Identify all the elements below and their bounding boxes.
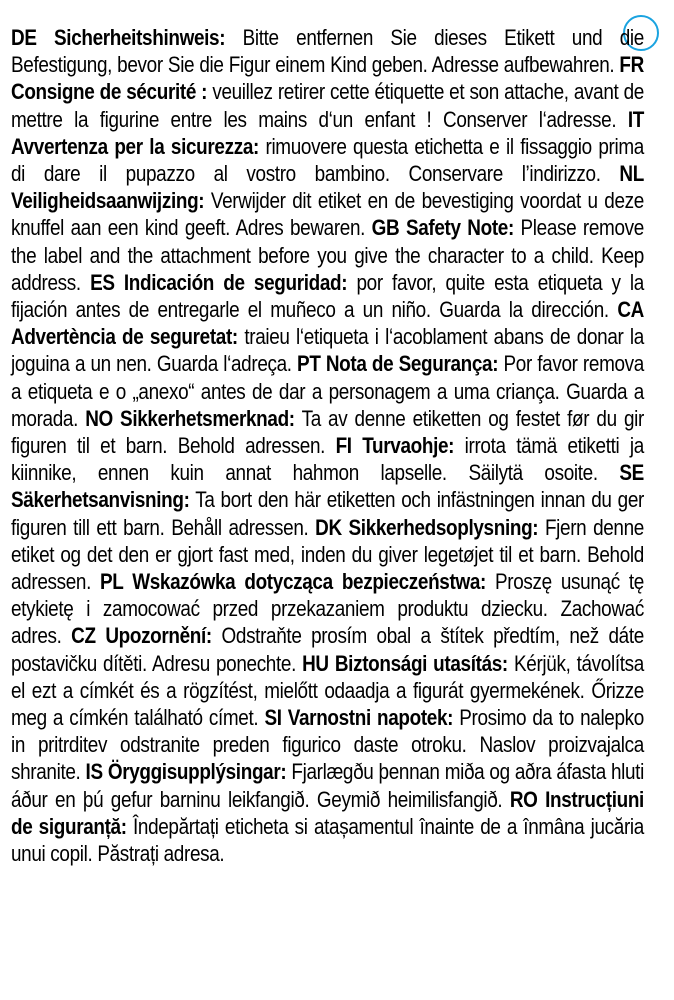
notice-heading-pt: PT Nota de Segurança:: [297, 351, 499, 377]
notice-body-it: rimuovere questa etichetta e il fissaggio prima di dare il pupazzo al vostro bambino. Conservare l’indirizzo.: [11, 133, 644, 187]
notice-body-de: Bitte entfernen Sie dieses Etikett und die Befestigung, bevor Sie die Figur einem Kind geben. Adresse aufbewahren.: [11, 25, 644, 78]
notice-heading-ro: RO Instrucțiuni de siguranță:: [11, 786, 644, 839]
notice-heading-no: NO Sikkerhetsmerknad:: [85, 405, 295, 431]
notice-body-nl: Verwijder dit etiket en de bevestiging voordat u deze knuffel aan een kind geeft. Adres bewaren.: [11, 188, 644, 241]
notice-body-pt: Por favor remova a etiqueta e o „anexo“ antes de dar a personagem a uma criança. Guarda a morada.: [11, 351, 644, 431]
notice-heading-fi: FI Turvaohje:: [335, 433, 455, 459]
notice-body-si: Prosimo da to nalepko in pritrditev odstranite preden figurico daste otroku. Naslov proizvajalca shranite.: [11, 705, 644, 785]
notice-body-ro: Îndepărtați eticheta si atașamentul înainte de a înmâna jucăria unui copil. Păstrați adresa.: [11, 813, 644, 867]
notice-body-gb: Please remove the label and the attachment before you give the character to a child. Keep address.: [11, 215, 644, 295]
notice-heading-dk: DK Sikkerhedsoplysning:: [315, 514, 539, 540]
notice-heading-fr: FR Consigne de sécurité :: [11, 52, 644, 105]
notice-body-dk: Fjern denne etiket og det den er gjort fast med, inden du giver legetøjet til et barn. Behold adressen.: [11, 514, 644, 595]
notice-heading-es: ES Indicación de seguridad:: [90, 269, 348, 295]
notice-body-no: Ta av denne etiketten og festet før du gir figuren til et barn. Behold adressen.: [11, 405, 644, 459]
notice-heading-pl: PL Wskazówka dotycząca bezpieczeństwa:: [100, 569, 486, 595]
notice-heading-is: IS Öryggisupplýsingar:: [85, 759, 287, 785]
notice-body-hu: Kérjük, távolítsa el ezt a címkét és a rögzítést, mielőtt odaadja a figurát gyermekének. Őrizze meg a címkén található címet.: [11, 650, 644, 731]
notice-heading-de: DE Sicherheitshinweis:: [11, 25, 226, 50]
notice-body-is: Fjarlægðu þennan miða og aðra áfasta hluti áður en þú gefur barninu leikfangið. Geymið heimilisfangið.: [11, 759, 644, 812]
safety-notice-text: [11, 24, 644, 867]
notice-heading-it: IT Avvertenza per la sicurezza:: [11, 106, 644, 159]
notice-heading-cz: CZ Upozornění:: [71, 623, 212, 649]
notice-heading-hu: HU Biztonsági utasítás:: [302, 650, 508, 676]
notice-body-pl: Proszę usunąć tę etykietę i zamocować przed przekazaniem produktu dziecku. Zachować adres.: [11, 569, 644, 649]
notice-heading-ca: CA Advertència de seguretat:: [11, 297, 644, 350]
notice-heading-gb: GB Safety Note:: [371, 215, 514, 241]
notice-body-cz: Odstraňte prosím obal a štítek předtím, než dáte postavičku dítěti. Adresu ponechte.: [11, 623, 644, 676]
notice-body-fi: irrota tämä etiketti ja kiinnike, ennen kuin annat hahmon lapselle. Säilytä osoite.: [11, 433, 644, 486]
notice-heading-si: SI Varnostni napotek:: [264, 705, 454, 731]
notice-heading-nl: NL Veiligheidsaanwijzing:: [11, 161, 644, 214]
notice-heading-se: SE Säkerhetsanvisning:: [11, 460, 644, 513]
notice-body-se: Ta bort den här etiketten och infästningen innan du ger figuren till ett barn. Behåll adressen.: [11, 487, 644, 540]
notice-body-es: por favor, quite esta etiqueta y la fijación antes de entregarle el muñeco a un niño. Guarda la dirección.: [11, 269, 644, 323]
notice-body-ca: traieu l‘etiqueta i l‘acoblament abans de donar la joguina a un nen. Guarda l‘adreça.: [11, 324, 644, 377]
notice-body-fr: veuillez retirer cette étiquette et son attache, avant de mettre la figurine entre les mains d‘un enfant ! Conserver l‘adresse.: [11, 79, 644, 132]
